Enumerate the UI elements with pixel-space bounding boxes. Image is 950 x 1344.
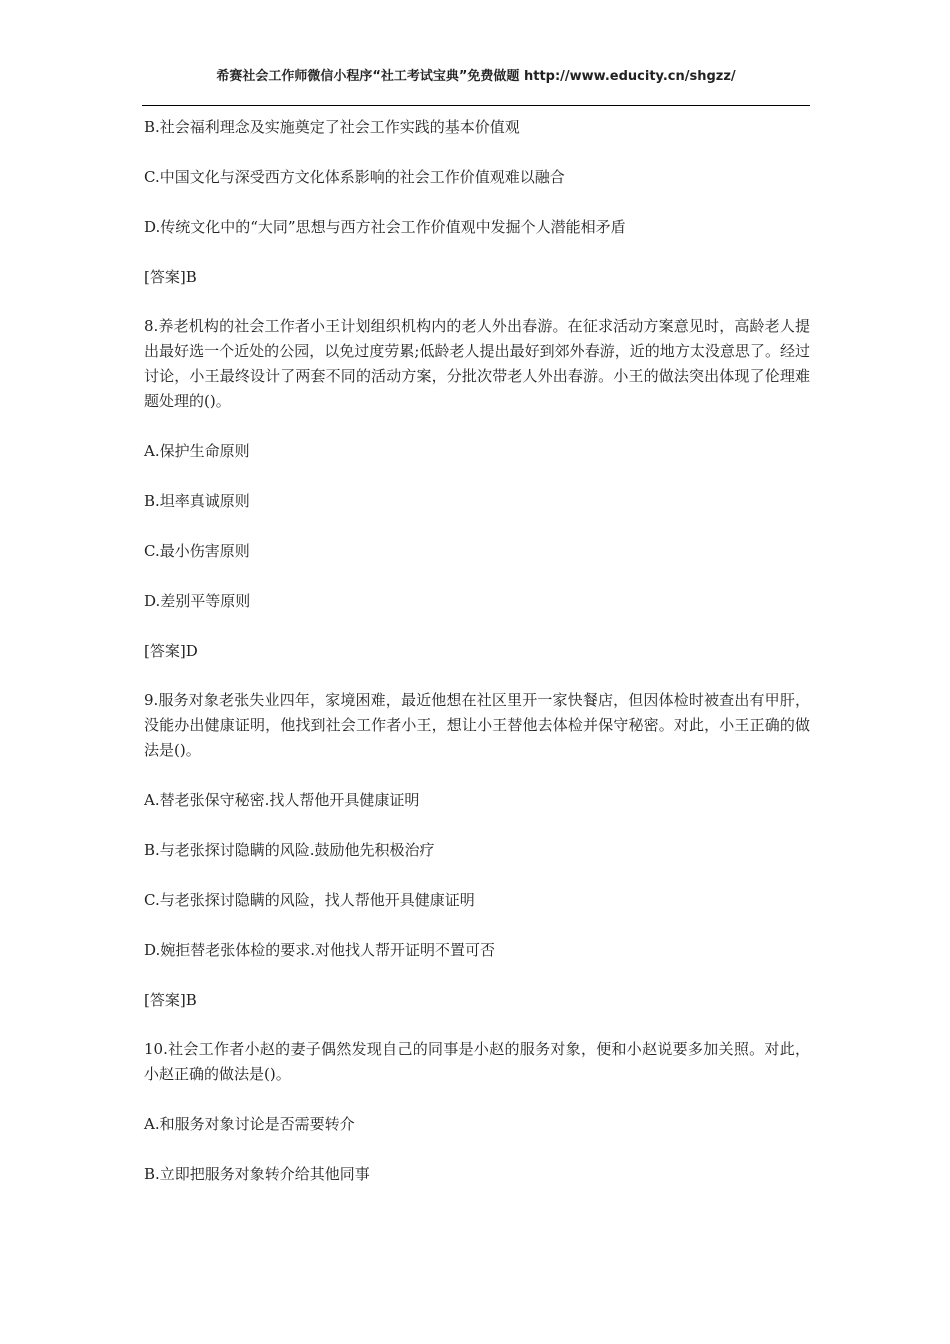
option-a-q10: A.和服务对象讨论是否需要转介	[144, 1115, 355, 1133]
option-a-q8: A.保护生命原则	[144, 442, 250, 460]
page-header	[142, 68, 810, 86]
option-d-q7: D.传统文化中的“大同”思想与西方社会工作价值观中发掘个人潜能相矛盾	[144, 218, 626, 236]
answer-q7: [答案]B	[144, 268, 197, 286]
header-divider	[142, 105, 810, 106]
option-b-q9: B.与老张探讨隐瞒的风险.鼓励他先积极治疗	[144, 841, 435, 859]
document-body	[144, 115, 810, 1187]
option-d-q9: D.婉拒替老张体检的要求.对他找人帮开证明不置可否	[144, 941, 496, 959]
option-b-q7: B.社会福利理念及实施奠定了社会工作实践的基本价值观	[144, 118, 520, 136]
header-url: http://www.educity.cn/shgzz/	[523, 69, 736, 84]
question-8: 8.养老机构的社会工作者小王计划组织机构内的老人外出春游。在征求活动方案意见时，高龄老人提出最好选一个近处的公园，以免过度劳累;低龄老人提出最好到郊外春游，近的地方太没意思了。经过讨论，小王最终设计了两套不同的活动方案，分批次带老人外出春游。小王的做法突出体现了伦理难题处理的()。	[144, 317, 810, 410]
question-9: 9.服务对象老张失业四年，家境困难，最近他想在社区里开一家快餐店，但因体检时被查出有甲肝，没能办出健康证明，他找到社会工作者小王，想让小王替他去体检并保守秘密。对此，小王正确的做法是()。	[144, 691, 810, 759]
header-title: 希赛社会工作师微信小程序“社工考试宝典”免费做题	[216, 69, 520, 84]
option-b-q10: B.立即把服务对象转介给其他同事	[144, 1165, 370, 1183]
option-c-q7: C.中国文化与深受西方文化体系影响的社会工作价值观难以融合	[144, 168, 565, 186]
option-c-q8: C.最小伤害原则	[144, 542, 250, 560]
option-d-q8: D.差别平等原则	[144, 592, 251, 610]
question-10: 10.社会工作者小赵的妻子偶然发现自己的同事是小赵的服务对象，便和小赵说要多加关照。对此，小赵正确的做法是()。	[144, 1040, 810, 1083]
option-c-q9: C.与老张探讨隐瞒的风险，找人帮他开具健康证明	[144, 891, 475, 909]
option-a-q9: A.替老张保守秘密.找人帮他开具健康证明	[144, 791, 420, 809]
answer-q8: [答案]D	[144, 642, 198, 660]
answer-q9: [答案]B	[144, 991, 197, 1009]
option-b-q8: B.坦率真诚原则	[144, 492, 250, 510]
